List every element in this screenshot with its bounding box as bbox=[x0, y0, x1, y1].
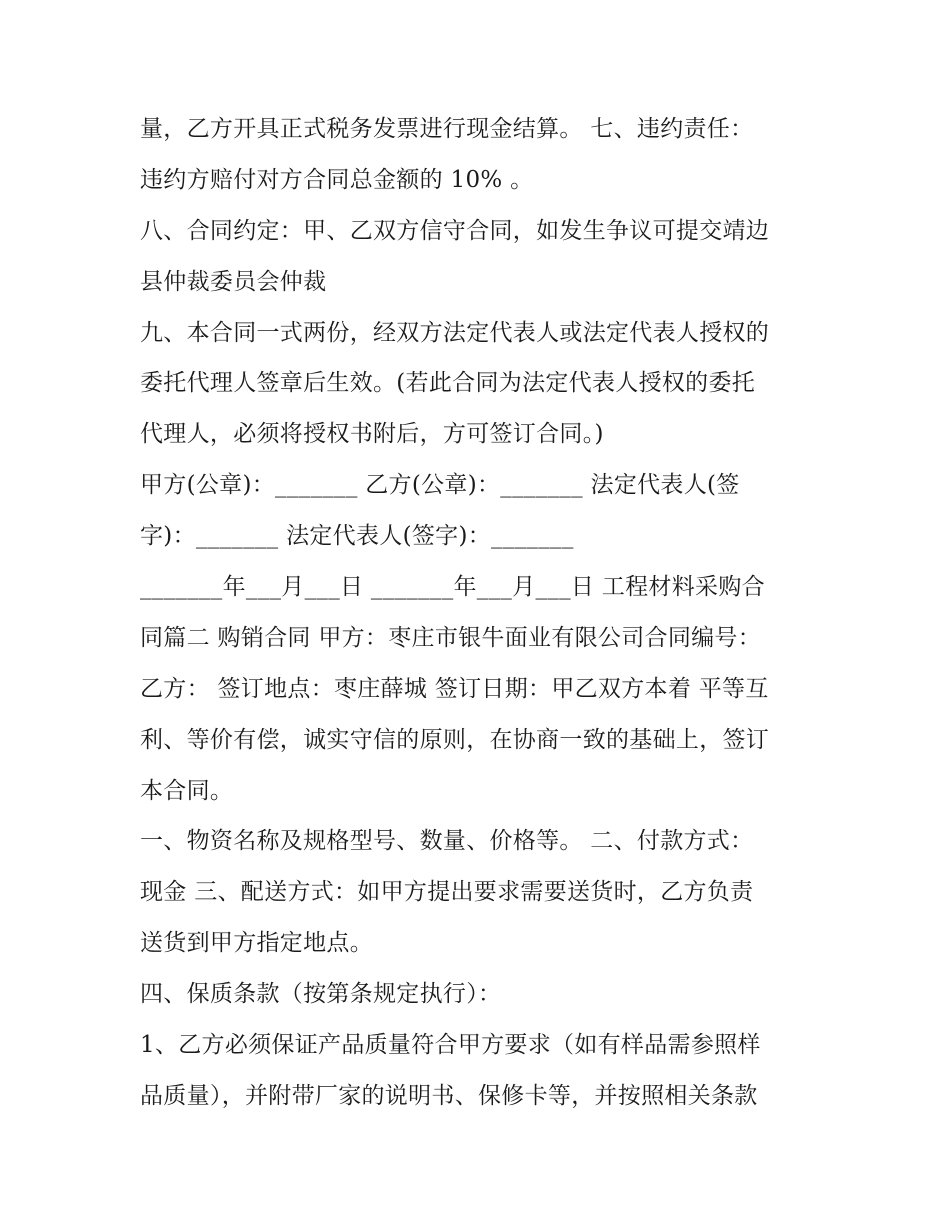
text-line: _______年___月___日 _______年___月___日 工程材料采购合 bbox=[140, 574, 765, 601]
text-line: 现金 三、配送方式：如甲方提出要求需要送货时，乙方负责 bbox=[140, 879, 754, 906]
text-line: 品质量），并附带厂家的说明书、保修卡等，并按照相关条款 bbox=[140, 1082, 758, 1109]
text-line: 违约方赔付对方合同总金额的 10% 。 bbox=[140, 166, 534, 193]
text-line: 九、本合同一式两份，经双方法定代表人或法定代表人授权的 bbox=[140, 319, 770, 346]
text-line: 量，乙方开具正式税务发票进行现金结算。 七、违约责任： bbox=[140, 116, 754, 142]
text-line: 送货到甲方指定地点。 bbox=[140, 930, 373, 957]
text-line: 县仲裁委员会仲裁 bbox=[140, 268, 327, 295]
text-line: 八、合同约定：甲、乙双方信守合同，如发生争议可提交靖边 bbox=[140, 217, 770, 244]
text-line: 本合同。 bbox=[140, 777, 234, 804]
text-line: 四、保质条款（按第条规定执行）： bbox=[140, 981, 502, 1008]
text-line: 一、物资名称及规格型号、数量、价格等。 二、付款方式： bbox=[140, 828, 754, 855]
text-line: 同篇二 购销合同 甲方：枣庄市银牛面业有限公司合同编号： bbox=[140, 624, 762, 651]
text-line: 代理人，必须将授权书附后，方可签订合同。) bbox=[140, 421, 604, 448]
text-line: 委托代理人签章后生效。(若此合同为法定代表人授权的委托 bbox=[140, 370, 756, 397]
text-line: 利、等价有偿，诚实守信的原则，在协商一致的基础上，签订 bbox=[140, 726, 770, 753]
text-line: 甲方(公章)：_______ 乙方(公章)：_______ 法定代表人(签 bbox=[140, 472, 740, 499]
text-line: 乙方： 签订地点：枣庄薛城 签订日期：甲乙双方本着 平等互 bbox=[140, 675, 769, 702]
text-line: 字)：_______ 法定代表人(签字)：_______ bbox=[140, 523, 574, 550]
document-body bbox=[140, 104, 820, 1122]
text-line: 1、乙方必须保证产品质量符合甲方要求（如有样品需参照样 bbox=[140, 1032, 761, 1059]
